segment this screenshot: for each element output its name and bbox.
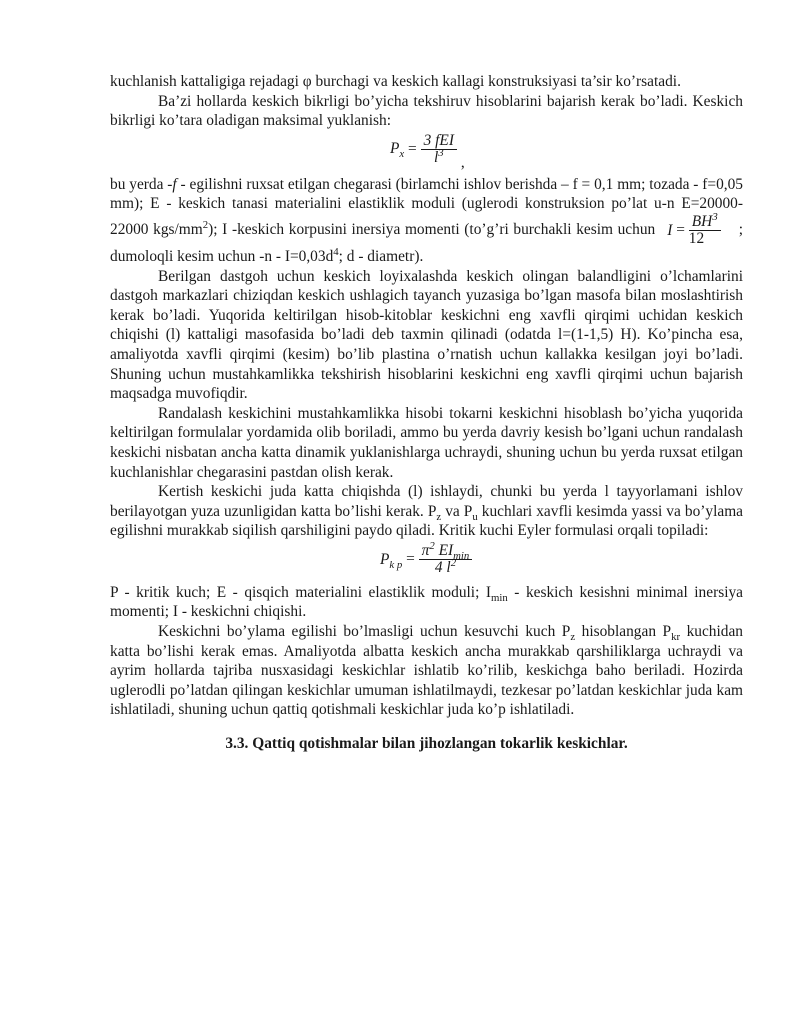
paragraph-4: [110, 267, 743, 404]
paragraph-4-text: Berilgan dastgoh uchun keskich loyixalashda keskich olingan balandligini o’lchamlarini dastgoh markazlari chiziqdan keskich ushlagich tayanch yuzasiga bo’lgan masofa bilan moslashtirish kerak bo’ladi. Yuqorida keltirilgan hisob-kitoblar keskichni eng xavfli qirqimi uchidan keskich chiqishi (l) kattaligi masofasida bo’ladi deb taxmin qilinadi (odatda l=(1-1,5) H). Ko’pincha esa, amaliyotda xavfli qirqimi (kesim) bo’lib plastina o’rnatish uchun kallakka kesilgan joyi bo’ladi. Shuning uchun mustahkamlikka tekshirish hisoblarini keskichni eng xavfli qirqimi uchun bajarish maqsadga muvofiqdir.: [110, 267, 743, 403]
paragraph-7: P - kritik kuch; E - qisqich materialini elastiklik moduli; $I_{min}$ - keskich kesishni minimal inersiya momenti; I - keskichni chiqishi.: [110, 583, 744, 621]
paragraph-2-text: Ba’zi hollarda keskich bikrligi bo’yicha tekshiruv hisoblarini bajarish kerak bo’ladi. Keskich bikrligi ko’tara oladigan maksimal yuklanish:: [110, 92, 743, 130]
formula-max-load-denominator: $l^3$: [433, 146, 444, 166]
formula-euler-fraction: [419, 539, 473, 576]
formula-max-load-comma: ,: [460, 153, 465, 171]
paragraph-8: Keskichni bo’ylama egilishi bo’lmasligi uchun kesuvchi kuch $P_z$ hisoblangan $P_{kr}$ kuchidan katta bo’lishi kerak emas. Amaliyotda albatta keskich ancha murakkab qarshiliklarga uchraydi va ayrim hollarda tajriba nusxasidagi keskichlar ishlatib ko’rilib, keskichga baho beriladi. Hozirda uglerodli po’latdan qilingan keskichlar umuman ishlatilmaydi, tezkesar po’latdan keskichlar juda kam ishlatiladi, shuning uchun qattiq qotishmali keskichlar juda ko’p ishlatiladi.: [110, 623, 743, 719]
paragraph-3: bu yerda -f - egilishni ruxsat etilgan chegarasi (birlamchi ishlov berishda – f = 0,1 mm; tozada - f=0,05 mm); E - keskich tanasi materialini elastiklik moduli (uglerodi konstruksion po’lat u-n E=20000-22000 kgs/$mm^2$); I -keskich korpusini inersiya momenti (to’g’ri burchakli kesim uchun I = $\frac{BH^3}{12}$ ; dumoloqli kesim uchun $-n - I=0,03d^4$; d - diametr).: [110, 175, 744, 265]
paragraph-5: [110, 404, 743, 482]
formula-inertia-denominator: 12: [688, 229, 705, 247]
paragraph-1: [110, 72, 743, 92]
formula-max-load-equals: =: [408, 140, 417, 158]
document-page: [110, 72, 743, 754]
formula-max-load-numerator: 3 fEI: [421, 133, 457, 150]
paragraph-2: [110, 92, 743, 131]
formula-euler-numerator: $\pi^2$ $EI_{min}$: [419, 543, 473, 560]
section-heading: 3.3. Qattiq qotishmalar bilan jihozlangan tokarlik keskichlar.: [225, 735, 628, 753]
formula-max-load-fraction: [421, 133, 457, 166]
formula-euler: $P_{k p}$ = $\frac{\pi^2 EI_{min}}{4 l^2}$: [110, 541, 743, 583]
formula-inertia-lhs: I: [667, 221, 673, 239]
formula-euler-lhs: $P_{k p}$: [380, 550, 403, 571]
formula-euler-denominator: 4 $l^2$: [434, 556, 457, 576]
formula-inertia-fraction: [688, 210, 721, 247]
formula-inertia-numerator: $BH^3$: [689, 214, 721, 231]
paragraph-1-text: kuchlanish kattaligiga rejadagi φ burchagi va keskich kallagi konstruksiyasi ta’sir ko’rsatadi.: [110, 73, 681, 90]
variable-f: f: [172, 175, 177, 193]
paragraph-6: Kertish keskichi juda katta chiqishda (l) ishlaydi, chunki bu yerda l tayyorlamani ishlov berilayotgan yuza uzunligidan katta bo’lishi kerak. $P_z$ va $P_u$ kuchlari xavfli kesimda yassi va bo’ylama egilishni murakkab siqilish qarshiligini paydo qiladi. Kritik kuchi Eyler formulasi orqali topiladi:: [110, 483, 743, 540]
formula-max-load: [110, 131, 743, 175]
formula-inertia-rect: I = $\frac{BH^3}{12}$: [667, 214, 720, 247]
formula-max-load-lhs: $P_x$: [390, 140, 405, 161]
paragraph-5-text: Randalash keskichini mustahkamlikka hisobi tokarni keskichni hisoblash bo’yicha yuqorida keltirilgan formulalar yordamida olib boriladi, ammo bu yerda davriy kesish bo’lgani uchun randalash keskichi nisbatan ancha katta dinamik yuklanishlarga uchraydi, shuning uchun bu yerda ruxsat etilgan kuchlanishlar chegarasini pastdan olish kerak.: [110, 404, 743, 481]
